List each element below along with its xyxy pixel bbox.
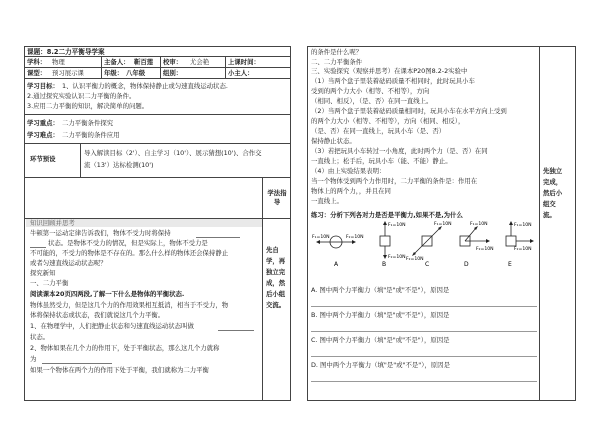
experiment-line: 受到的两个力大小（相等、不相等），方向 <box>311 87 430 95</box>
side-note-right: 然后小 <box>543 189 563 197</box>
top-line: 的条件是什么呢？ <box>311 48 363 56</box>
force-label: F₁=10N <box>388 223 406 228</box>
para-line: 2、物体如果在几个力的作用下，处于平衡状态，那么这几个力就称 <box>30 344 220 352</box>
answer-line: C. 图中两个力平衡力（填"是"或"不是"），原因是 <box>311 336 450 344</box>
experiment-line: （3）若把玩具小车转过一小角度，此时两个力（是、否）在同 <box>311 147 488 155</box>
blank-line <box>218 330 254 331</box>
para-line: 物体虽然受力，但是这几个力的作用效果相互抵消，相当于不受力，物 <box>30 301 229 309</box>
goal-item: 3.应用二力平衡的知识，解决简单的问题。 <box>27 102 149 110</box>
team-label: 小主人： <box>228 69 254 77</box>
col-line <box>225 56 226 78</box>
blank-line <box>311 306 537 307</box>
force-label: F₁=10N <box>470 222 488 227</box>
blank-line <box>196 237 240 238</box>
side-note: 先自 <box>266 246 279 254</box>
experiment-line: 一直线上；松手后，玩具小车（能、不能）静止。 <box>311 157 452 165</box>
experiment-line: 一直线上。 <box>311 197 343 205</box>
experiment-line: 物体上的两个力，，并且在同 <box>311 187 391 195</box>
col-line <box>80 143 81 177</box>
col-line <box>101 56 102 78</box>
diagram-a <box>312 234 364 268</box>
row-line <box>24 78 290 79</box>
force-label: F₂=10N <box>514 247 532 252</box>
grade-value: 八年级 <box>126 69 146 77</box>
section-one: 一、二力平衡 <box>30 279 69 287</box>
key-value: 二力平衡条件探究 <box>62 119 114 127</box>
answer-line: D. 图中两个力平衡力（填"是"或"不是"），原因是 <box>311 361 450 369</box>
force-label: F₁=10N <box>312 235 330 240</box>
links-label: 环节预设 <box>30 155 56 163</box>
row-line <box>24 67 290 68</box>
para-line: 体将保持状态或状态，我们就说这几个力平衡。 <box>30 311 165 319</box>
print-date-label: 上课时间： <box>228 58 260 66</box>
blank-line <box>311 356 537 357</box>
section-two: 二、二力平衡条件 <box>311 58 363 66</box>
guide-label: 学法指导 <box>267 189 287 206</box>
diagram-b <box>380 221 406 268</box>
read-instruction: 阅读课本20页四两段,了解一下什么是物体的平衡状态. <box>30 290 185 298</box>
label-b: B <box>382 261 387 268</box>
side-note-right: 组交 <box>543 200 556 208</box>
experiment-line: 当一个物体受到两个力作用时，二力平衡的条件是：作用在 <box>311 177 478 185</box>
review-line: 状态。是物体不受力的情况，但是实际上，物体不受力是 <box>48 239 208 247</box>
review-title: 知识回顾并思考 <box>30 219 75 227</box>
row-line <box>24 56 290 57</box>
review-line: 不可能的，不受力的物体是不存在的。那么什么样的物体还会保持静止 <box>30 249 229 257</box>
preparer-value: 靳百莲 <box>134 58 154 66</box>
subject-label: 学科： <box>27 58 47 66</box>
diagram-c <box>406 221 452 268</box>
blank-line <box>311 381 537 382</box>
left-border-left <box>24 46 25 400</box>
right-border-right <box>575 46 576 400</box>
school-value: 尤会艳 <box>190 58 210 66</box>
left-border-top <box>24 46 290 47</box>
experiment-line: 三、实验探究（观察并思考）在课本P20图8.2-2实验中 <box>311 67 468 75</box>
course-type-value: 预习展示课 <box>52 69 84 77</box>
links-text: 流（13'）达标检测(10') <box>84 161 154 169</box>
label-e: E <box>508 261 512 268</box>
para-line: 状态。 <box>30 333 50 341</box>
side-note-right: 流。 <box>543 211 556 219</box>
blank-line <box>30 247 46 248</box>
diagram-e <box>506 221 534 268</box>
side-note: 交流。 <box>266 301 286 309</box>
goal-item: 2.通过探究实验认识二力平衡的条件。 <box>27 92 136 100</box>
review-line: 或者匀速直线运动状态呢？ <box>30 259 107 267</box>
row-line <box>24 177 290 178</box>
force-label: F₂=10N <box>346 235 364 240</box>
force-label: F₂=10N <box>388 255 406 260</box>
links-text: 导入解读目标（2'）、自主学习（10'）、展示猜想(10')、合作交 <box>84 149 262 157</box>
side-note-right: 完成， <box>543 178 563 186</box>
col-line <box>262 177 263 400</box>
experiment-line: 保持静止状态。 <box>311 137 356 145</box>
side-note-right: 先独立 <box>543 167 563 175</box>
row-line <box>24 143 290 144</box>
right-border-bottom <box>307 400 576 401</box>
blank-line <box>311 331 537 332</box>
goal-item: 1、认识平衡力的概念，物体保持静止或匀速直线运动状态. <box>62 82 228 90</box>
para-line: 1、在物理学中，人们把静止状态和匀速直线运动状态叫做 <box>30 322 194 330</box>
force-diagrams <box>310 220 538 270</box>
answer-line: B. 图中两个力平衡力（填"是"或"不是"），原因是 <box>311 311 450 319</box>
force-label: F₂=10N <box>476 247 494 252</box>
left-border-bottom <box>24 400 291 401</box>
experiment-line: 的两个力大小（相等、不相等），方向（相同、相反）， <box>311 117 465 125</box>
experiment-line: （1）当两个盘子里装着砝码质量不相同时，此时玩具小车 <box>311 77 475 85</box>
row-line <box>24 114 290 115</box>
experiment-line: （是、否）在同一直线上，玩具小车（是、否） <box>311 127 446 135</box>
subject-value: 物理 <box>52 58 65 66</box>
force-label: F₁=10N <box>434 222 452 227</box>
grade-label: 年级： <box>104 69 124 77</box>
blank-line <box>42 363 112 364</box>
force-label: F₁=10N <box>514 223 532 228</box>
para-line: 为 <box>30 355 37 363</box>
force-label: F₂=10N <box>406 257 424 262</box>
experiment-line: （4）由上实验结果表明： <box>311 167 386 175</box>
side-note: 后小组 <box>266 290 286 298</box>
page-title: 课题：8.2二力平衡导学案 <box>27 48 105 56</box>
key-label: 学习重点： <box>27 119 59 127</box>
group-label: 组别： <box>163 69 183 77</box>
course-type-label: 课型： <box>27 69 47 77</box>
goals-title: 学习目标： <box>27 82 59 90</box>
experiment-line: （相同、相反），（是、否）在同一直线上。 <box>311 97 433 105</box>
side-note: 成，然 <box>266 279 286 287</box>
practice-instruction: 练习：分析下列各对力是否是平衡力,如果不是,为什么 <box>311 211 463 219</box>
col-line <box>160 56 161 78</box>
school-label: 校审： <box>163 58 183 66</box>
experiment-line: （2）当两个盘子里装着砝码质量相同时，玩具小车在水平方向上受到 <box>311 107 507 115</box>
left-border-right <box>290 46 291 400</box>
right-border-left <box>307 46 308 400</box>
para-line: 如果一个物体在两个力的作用下处于平衡，我们就称为二力平衡 <box>30 366 209 374</box>
answer-line: A. 图中两个力平衡力（填"是"或"不是"），原因是 <box>311 286 450 294</box>
label-c: C <box>425 261 430 268</box>
diagram-d <box>460 221 494 268</box>
label-a: A <box>334 261 339 268</box>
explore-title: 探究新知 <box>30 269 56 277</box>
difficulty-label: 学习难点： <box>27 131 59 139</box>
right-col-line <box>539 46 540 400</box>
preparer-label: 主备人： <box>104 58 130 66</box>
label-d: D <box>464 261 469 268</box>
side-note: 学，再 <box>266 257 286 265</box>
difficulty-value: 二力平衡的条件应用 <box>62 131 120 139</box>
side-note: 独立完 <box>266 268 286 276</box>
right-border-top <box>307 46 575 47</box>
review-line: 牛顿第一运动定律告诉我们，物体不受力时将保持 <box>30 229 171 237</box>
